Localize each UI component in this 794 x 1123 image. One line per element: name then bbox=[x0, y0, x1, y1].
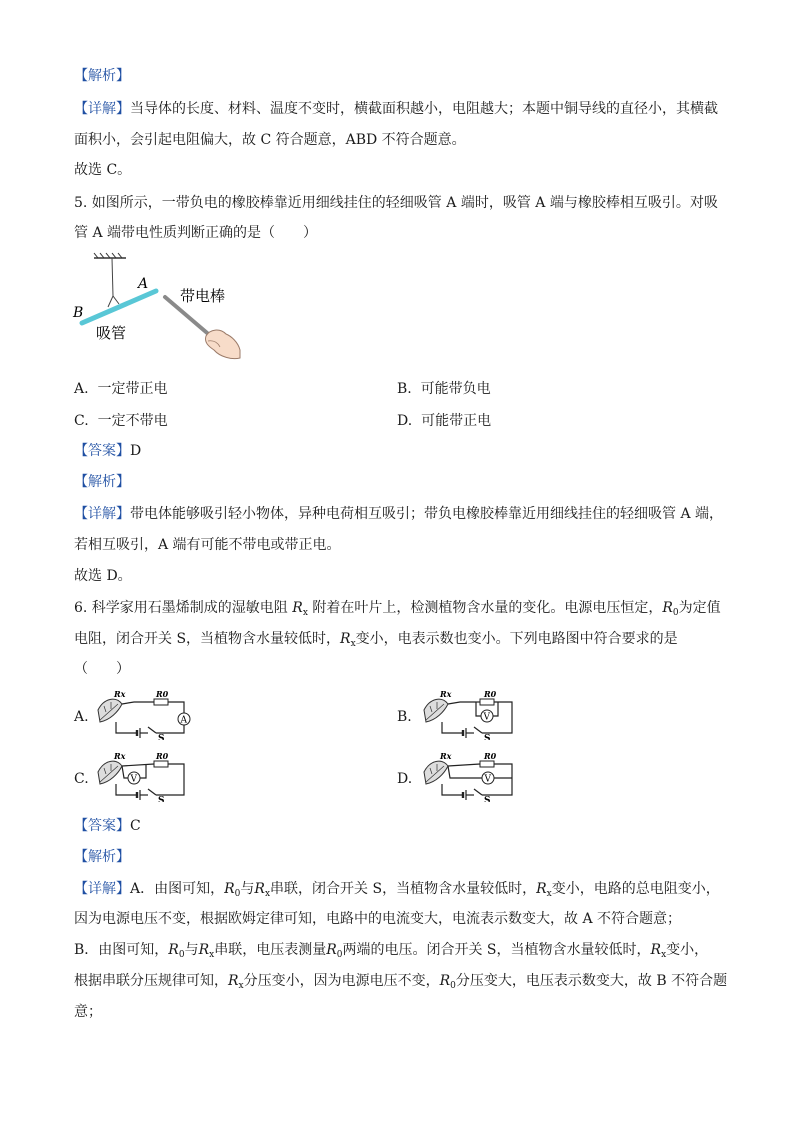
rx-label: Rx bbox=[114, 689, 126, 699]
circuit-c[interactable] bbox=[94, 750, 199, 802]
q6-detail-b-line3: 意； bbox=[74, 1004, 102, 1020]
voltmeter-label: V bbox=[483, 712, 490, 723]
circuit-b[interactable] bbox=[420, 688, 525, 740]
q5-figure bbox=[68, 250, 248, 370]
label-rod: 带电棒 bbox=[180, 287, 226, 305]
switch-label: S bbox=[158, 734, 165, 740]
q5-option-d[interactable]: D. 可能带正电 bbox=[397, 413, 492, 429]
r0-resistor bbox=[480, 761, 494, 767]
r0-resistor bbox=[480, 699, 494, 705]
q5-detail-line1: 【详解】带电体能够吸引轻小物体，异种电荷相互吸引；带负电橡胶棒靠近用细线挂住的轻细吸管 A 端， bbox=[74, 506, 724, 522]
r0-label: R0 bbox=[156, 689, 169, 699]
voltmeter-label: V bbox=[130, 774, 137, 785]
q5-conclusion: 故选 D。 bbox=[74, 568, 132, 584]
q6-detail-a-line1: 【详解】A．由图可知，$R_0$与$R_x$串联，闭合开关 S，当植物含水量较低时，$R_x$变小，电路的总电阻变小， bbox=[74, 881, 720, 899]
q5-option-a[interactable]: A. 一定带正电 bbox=[74, 381, 168, 397]
circuit-a[interactable] bbox=[94, 688, 199, 740]
switch-label: S bbox=[158, 796, 165, 802]
q6-option-d[interactable]: D. bbox=[397, 771, 413, 787]
q6-stem-line1: 6. 科学家用石墨烯制成的湿敏电阻 $R_x$ 附着在叶片上，检测植物含水量的变化。电源电压恒定，$R_0$为定值 bbox=[74, 600, 721, 618]
label-straw: 吸管 bbox=[96, 324, 127, 342]
rx-label: Rx bbox=[114, 751, 126, 761]
q5-stem-line1: 5. 如图所示，一带负电的橡胶棒靠近用细线挂住的轻细吸管 A 端时，吸管 A 端与橡胶棒相互吸引。对吸 bbox=[74, 195, 718, 211]
q5-detail-line2: 若相互吸引，A 端有可能不带电或带正电。 bbox=[74, 537, 341, 553]
analysis-heading: 【解析】 bbox=[74, 68, 130, 84]
q6-analysis-heading: 【解析】 bbox=[74, 849, 130, 865]
ceiling-hatch bbox=[94, 253, 126, 258]
label-b: B bbox=[73, 305, 84, 321]
switch-label: S bbox=[484, 796, 491, 802]
switch-label: S bbox=[484, 734, 491, 740]
rx-label: Rx bbox=[440, 689, 452, 699]
q4-detail-line2: 面积小，会引起电阻偏大，故 C 符合题意，ABD 不符合题意。 bbox=[74, 132, 466, 148]
q4-detail-line1: 【详解】当导体的长度、材料、温度不变时，横截面积越小，电阻越大；本题中铜导线的直径小，其横截 bbox=[74, 101, 718, 117]
q5-option-c[interactable]: C. 一定不带电 bbox=[74, 413, 168, 429]
r0-resistor bbox=[154, 761, 168, 767]
q4-conclusion: 故选 C。 bbox=[74, 162, 132, 178]
hand bbox=[205, 330, 240, 359]
q6-detail-a-line2: 因为电源电压不变，根据欧姆定律可知，电路中的电流变大，电流表示数变大，故 A 不符合题意； bbox=[74, 911, 682, 927]
q6-detail-b-line2: 根据串联分压规律可知，$R_x$分压变小，因为电源电压不变，$R_0$分压变大，电压表示数变大，故 B 不符合题 bbox=[74, 973, 728, 991]
thread bbox=[112, 258, 113, 296]
rx-label: Rx bbox=[440, 751, 452, 761]
r0-label: R0 bbox=[484, 689, 497, 699]
q6-option-a[interactable]: A. bbox=[74, 709, 89, 725]
q6-option-c[interactable]: C. bbox=[74, 771, 89, 787]
voltmeter-label: V bbox=[484, 774, 491, 785]
q5-stem-line2: 管 A 端带电性质判断正确的是（ ） bbox=[74, 225, 318, 241]
q6-detail-b-line1: B．由图可知，$R_0$与$R_x$串联，电压表测量$R_0$两端的电压。闭合开关 S，当植物含水量较低时，$R_x$变小， bbox=[74, 942, 709, 960]
q6-stem-line3: （ ） bbox=[74, 661, 130, 677]
label-a: A bbox=[138, 276, 149, 292]
q6-answer: 【答案】C bbox=[74, 818, 141, 834]
ammeter-label: A bbox=[180, 715, 187, 726]
straw bbox=[82, 291, 156, 323]
q5-analysis-heading: 【解析】 bbox=[74, 474, 130, 490]
circuit-d[interactable] bbox=[420, 750, 525, 802]
q5-option-b[interactable]: B. 可能带负电 bbox=[397, 381, 491, 397]
q6-option-b[interactable]: B. bbox=[397, 709, 412, 725]
q5-answer: 【答案】D bbox=[74, 443, 142, 459]
q6-stem-line2: 电阻，闭合开关 S，当植物含水量较低时，$R_x$变小，电表示数也变小。下列电路图中符合要求的是 bbox=[74, 631, 678, 649]
r0-label: R0 bbox=[156, 751, 169, 761]
r0-label: R0 bbox=[484, 751, 497, 761]
r0-resistor bbox=[154, 699, 168, 705]
